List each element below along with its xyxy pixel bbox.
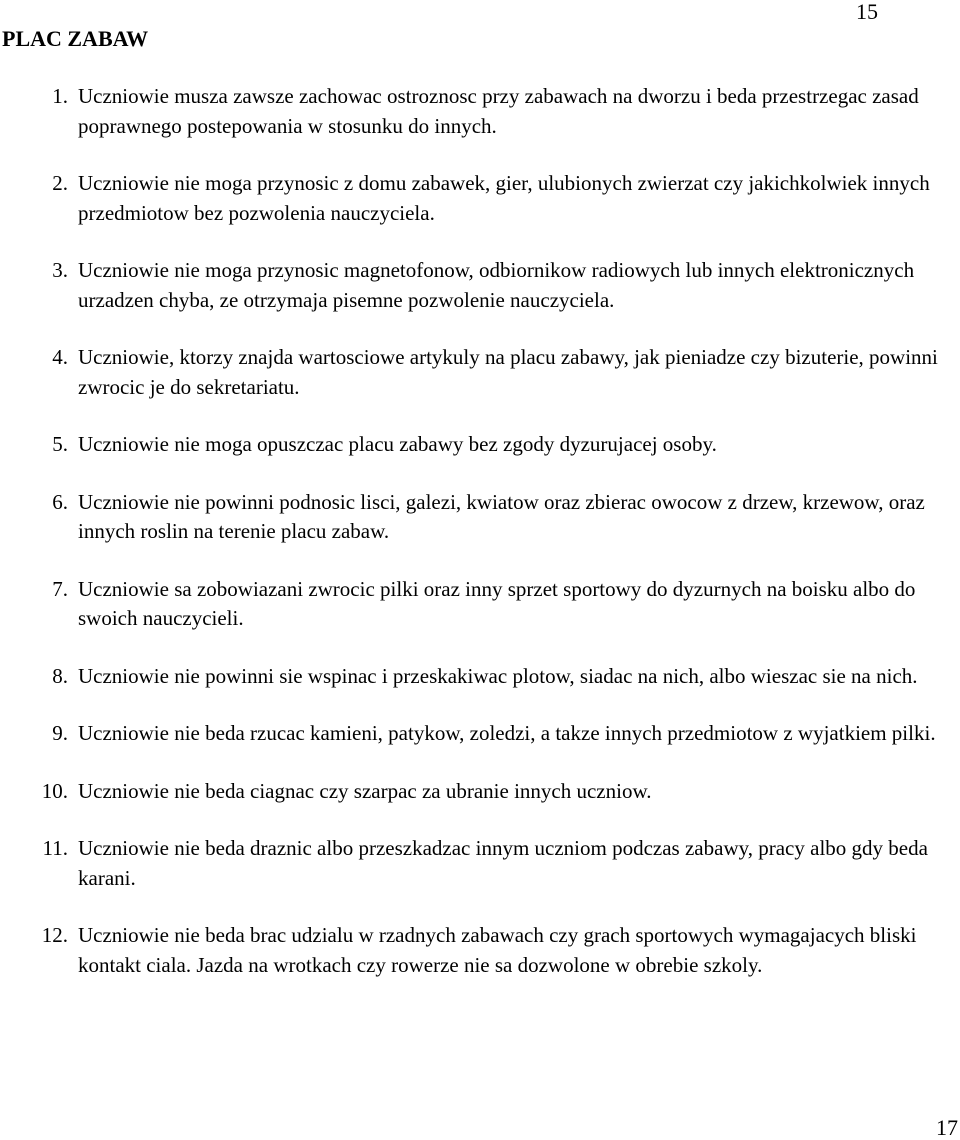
rule-text: Uczniowie musza zawsze zachowac ostroznosc przy zabawach na dworzu i beda przestrzegac zasad poprawnego postepowania w stosunku do innych. [78,84,919,138]
rule-item [0,777,960,807]
rule-text: Uczniowie sa zobowiazani zwrocic pilki oraz inny sprzet sportowy do dyzurnych na boisku albo do swoich nauczycieli. [78,576,916,630]
rule-item [0,256,960,315]
rule-item [0,719,960,749]
rule-number: 9. [52,721,68,745]
rule-item [0,834,960,893]
page-title: PLAC ZABAW [2,26,149,51]
rule-number: 12. [41,923,68,947]
rule-text: Uczniowie nie beda ciagnac czy szarpac za ubranie innych uczniow. [78,778,652,803]
rule-text: Uczniowie nie moga przynosic magnetofonow, odbiornikow radiowych lub innych elektronicznych urzadzen chyba, ze otrzymaja pisemne pozwolenie nauczyciela. [78,258,915,312]
rule-item [0,575,960,634]
rule-item [0,169,960,228]
rule-number: 5. [52,432,68,456]
rule-number: 1. [52,84,68,108]
rule-text: Uczniowie nie powinni podnosic lisci, galezi, kwiatow oraz zbierac owocow z drzew, krzewow, oraz innych roslin na terenie placu zabaw. [78,489,925,543]
page-number-top: 15 [856,0,878,24]
rule-item [0,662,960,692]
rule-number: 7. [52,576,68,601]
rule-item [0,82,960,141]
rule-number: 3. [52,258,68,282]
rule-number: 11. [42,836,68,860]
rule-text: Uczniowie nie powinni sie wspinac i przeskakiwac plotow, siadac na nich, albo wieszac sie na nich. [78,663,918,688]
rule-text: Uczniowie nie beda brac udzialu w rzadnych zabawach czy grach sportowych wymagajacych bliski kontakt ciala. Jazda na wrotkach czy rowerze nie sa dozwolone w obrebie szkoly. [78,923,917,977]
rule-item [0,921,960,980]
rule-text: Uczniowie nie moga opuszczac placu zabawy bez zgody dyzurujacej osoby. [78,432,717,456]
rule-number: 6. [52,489,68,514]
rule-number: 4. [52,345,68,369]
rule-item [0,488,960,547]
rule-number: 8. [52,663,68,688]
rules-list [0,82,960,1008]
rule-text: Uczniowie, ktorzy znajda wartosciowe artykuly na placu zabawy, jak pieniadze czy bizuterie, powinni zwrocic je do sekretariatu. [78,345,938,399]
rule-text: Uczniowie nie beda rzucac kamieni, patykow, zoledzi, a takze innych przedmiotow z wyjatkiem pilki. [78,721,936,745]
rule-text: Uczniowie nie moga przynosic z domu zabawek, gier, ulubionych zwierzat czy jakichkolwiek innych przedmiotow bez pozwolenia nauczyciela. [78,171,930,225]
rule-item [0,343,960,402]
rule-text: Uczniowie nie beda draznic albo przeszkadzac innym uczniom podczas zabawy, pracy albo gdy beda karani. [78,836,928,890]
page-number-bottom: 17 [936,1115,958,1140]
rule-number: 10. [41,778,68,803]
rule-number: 2. [52,171,68,195]
rule-item [0,430,960,460]
